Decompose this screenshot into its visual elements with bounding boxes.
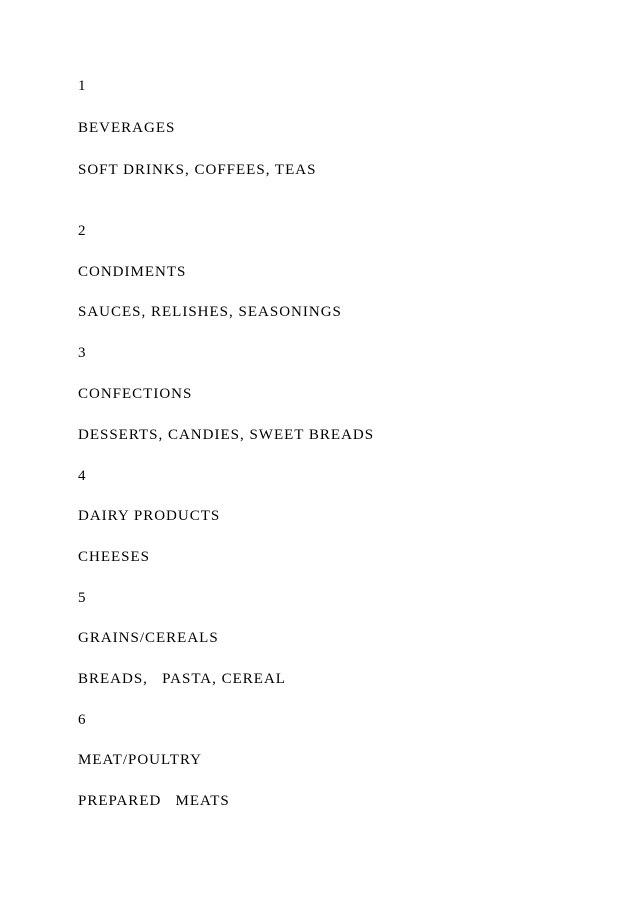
category-description: SOFT DRINKS, COFFEES, TEAS (78, 162, 317, 178)
category-description: BREADS, PASTA, CEREAL (78, 671, 286, 687)
category-description: PREPARED MEATS (78, 793, 230, 809)
category-description: CHEESES (78, 549, 151, 565)
category-name: DAIRY PRODUCTS (78, 508, 221, 524)
category-description: SAUCES, RELISHES, SEASONINGS (78, 304, 342, 320)
category-name: CONDIMENTS (78, 264, 187, 280)
category-id: 4 (78, 468, 87, 484)
category-name: BEVERAGES (78, 120, 176, 136)
category-id: 1 (78, 78, 87, 94)
category-name: MEAT/POULTRY (78, 752, 202, 768)
category-id: 2 (78, 223, 87, 239)
category-name: CONFECTIONS (78, 386, 193, 402)
category-id: 3 (78, 345, 87, 361)
category-id: 5 (78, 590, 87, 606)
category-description: DESSERTS, CANDIES, SWEET BREADS (78, 427, 375, 443)
category-id: 6 (78, 712, 87, 728)
category-name: GRAINS/CEREALS (78, 630, 219, 646)
